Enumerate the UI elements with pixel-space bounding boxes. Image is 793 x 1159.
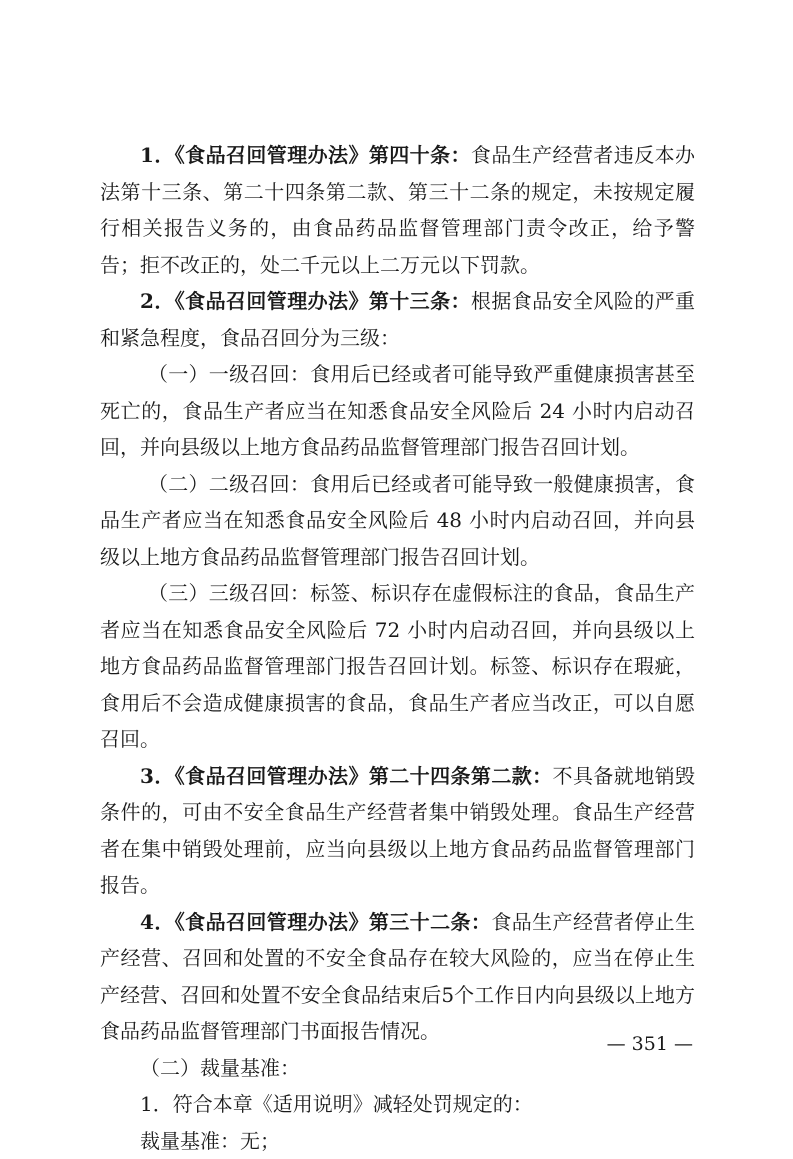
- section-heading: （二）裁量基准：: [100, 1050, 695, 1087]
- article-4-text: 食品生产经营者停止生产经营、召回和处置的不安全食品存在较大风险的，应当在停止生产经营、召回和处置不安全食品结束后5个工作日内向县级以上地方食品药品监督管理部门书面报告情况。: [100, 910, 695, 1044]
- article-1-number: 1．: [140, 143, 175, 167]
- article-3-reference: 《食品召回管理办法》第二十四条第二款：: [175, 764, 553, 788]
- article-paragraph-1: [100, 137, 695, 283]
- page-number: — 351 —: [607, 1033, 693, 1055]
- article-2-reference: 《食品召回管理办法》第十三条：: [175, 289, 471, 313]
- article-2-number: 2．: [140, 289, 175, 313]
- article-paragraph-3: [100, 758, 695, 904]
- article-3-text: 不具备就地销毁条件的，可由不安全食品生产经营者集中销毁处理。食品生产经营者在集中销毁处理前，应当向县级以上地方食品药品监督管理部门报告。: [100, 764, 695, 898]
- article-paragraph-4: [100, 904, 695, 1050]
- recall-level-3: （三）三级召回：标签、标识存在虚假标注的食品，食品生产者应当在知悉食品安全风险后 72 小时内启动召回，并向县级以上地方食品药品监督管理部门报告召回计划。标签、标识存在瑕疵，食用后不会造成健康损害的食品，食品生产者应当改正，可以自愿召回。: [100, 575, 695, 758]
- article-2-text: 根据食品安全风险的严重和紧急程度，食品召回分为三级：: [100, 289, 695, 350]
- article-paragraph-2: [100, 283, 695, 356]
- article-4-number: 4．: [140, 910, 175, 934]
- article-3-number: 3．: [140, 764, 175, 788]
- recall-level-2: （二）二级召回：食用后已经或者可能导致一般健康损害，食品生产者应当在知悉食品安全风险后 48 小时内启动召回，并向县级以上地方食品药品监督管理部门报告召回计划。: [100, 466, 695, 576]
- item-1: 1．符合本章《适用说明》减轻处罚规定的：: [100, 1086, 695, 1123]
- document-body: [100, 137, 695, 1159]
- article-1-reference: 《食品召回管理办法》第四十条：: [175, 143, 471, 167]
- recall-level-1: （一）一级召回：食用后已经或者可能导致严重健康损害甚至死亡的，食品生产者应当在知悉食品安全风险后 24 小时内启动召回，并向县级以上地方食品药品监督管理部门报告召回计划。: [100, 356, 695, 466]
- discretion-standard: 裁量基准：无；: [100, 1123, 695, 1159]
- article-1-text: 食品生产经营者违反本办法第十三条、第二十四条第二款、第三十二条的规定，未按规定履行相关报告义务的，由食品药品监督管理部门责令改正，给予警告；拒不改正的，处二千元以上二万元以下罚款。: [100, 143, 695, 277]
- article-4-reference: 《食品召回管理办法》第三十二条：: [175, 910, 492, 934]
